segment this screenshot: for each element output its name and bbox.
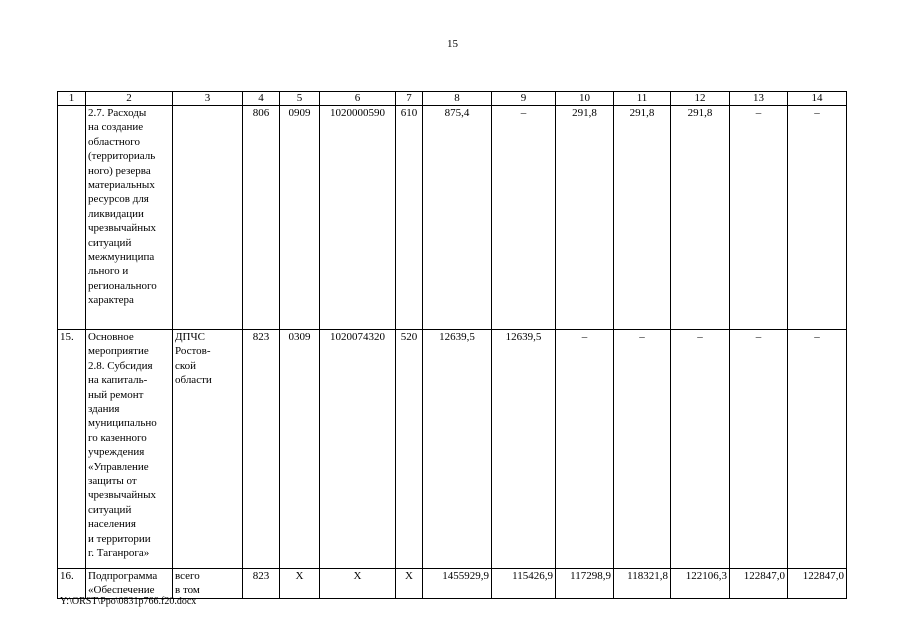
executor-cell: всего в том	[173, 569, 243, 599]
amount-cell: 115426,9	[492, 569, 556, 599]
amount-cell: 12639,5	[423, 330, 492, 569]
column-header: 2	[86, 92, 173, 106]
column-header: 11	[614, 92, 671, 106]
column-header: 6	[320, 92, 396, 106]
budget-table	[57, 91, 847, 599]
amount-cell: 117298,9	[556, 569, 614, 599]
code-grbs-cell: 823	[243, 330, 280, 569]
executor-cell	[173, 106, 243, 330]
row-number-cell: 16.	[58, 569, 86, 599]
table-row	[58, 330, 847, 569]
row-number-cell: 15.	[58, 330, 86, 569]
code-grbs-cell: 806	[243, 106, 280, 330]
code-rzpr-cell: Х	[280, 569, 320, 599]
code-rzpr-cell: 0309	[280, 330, 320, 569]
code-csr-cell: Х	[320, 569, 396, 599]
column-header: 13	[730, 92, 788, 106]
code-csr-cell: 1020000590	[320, 106, 396, 330]
item-name-cell: Подпрограмма «Обеспечение	[86, 569, 173, 599]
amount-cell: –	[788, 106, 847, 330]
column-header: 3	[173, 92, 243, 106]
column-header: 9	[492, 92, 556, 106]
amount-cell: 118321,8	[614, 569, 671, 599]
table-row	[58, 569, 847, 599]
column-header: 14	[788, 92, 847, 106]
amount-cell: –	[556, 330, 614, 569]
code-rzpr-cell: 0909	[280, 106, 320, 330]
column-header: 10	[556, 92, 614, 106]
code-vr-cell: 610	[396, 106, 423, 330]
footer-file-path: Y:\ORST\Ppo\0831p766.f20.docx	[60, 596, 197, 607]
column-header: 12	[671, 92, 730, 106]
column-header: 5	[280, 92, 320, 106]
amount-cell: 122847,0	[788, 569, 847, 599]
amount-cell: 122847,0	[730, 569, 788, 599]
amount-cell: 291,8	[556, 106, 614, 330]
row-number-cell	[58, 106, 86, 330]
amount-cell: 1455929,9	[423, 569, 492, 599]
code-csr-cell: 1020074320	[320, 330, 396, 569]
column-header: 1	[58, 92, 86, 106]
amount-cell: 291,8	[671, 106, 730, 330]
amount-cell: 875,4	[423, 106, 492, 330]
amount-cell: –	[730, 106, 788, 330]
code-vr-cell: Х	[396, 569, 423, 599]
table-header-row	[58, 92, 847, 106]
column-header: 7	[396, 92, 423, 106]
amount-cell: –	[730, 330, 788, 569]
amount-cell: –	[492, 106, 556, 330]
page-number: 15	[447, 38, 458, 50]
code-vr-cell: 520	[396, 330, 423, 569]
item-name-cell: Основное мероприятие 2.8. Субсидия на капиталь- ный ремонт здания муниципально го казенного учреждения «Управление защиты от чрезвычайных ситуаций населения и территории г. Таганрога»	[86, 330, 173, 569]
column-header: 8	[423, 92, 492, 106]
amount-cell: 12639,5	[492, 330, 556, 569]
executor-cell: ДПЧС Ростов- ской области	[173, 330, 243, 569]
amount-cell: –	[671, 330, 730, 569]
item-name-cell: 2.7. Расходы на создание областного (территориаль ного) резерва материальных ресурсов для ликвидации чрезвычайных ситуаций межмуниципа льного и регионального характера	[86, 106, 173, 330]
amount-cell: 291,8	[614, 106, 671, 330]
code-grbs-cell: 823	[243, 569, 280, 599]
table-row	[58, 106, 847, 330]
amount-cell: 122106,3	[671, 569, 730, 599]
column-header: 4	[243, 92, 280, 106]
amount-cell: –	[788, 330, 847, 569]
amount-cell: –	[614, 330, 671, 569]
